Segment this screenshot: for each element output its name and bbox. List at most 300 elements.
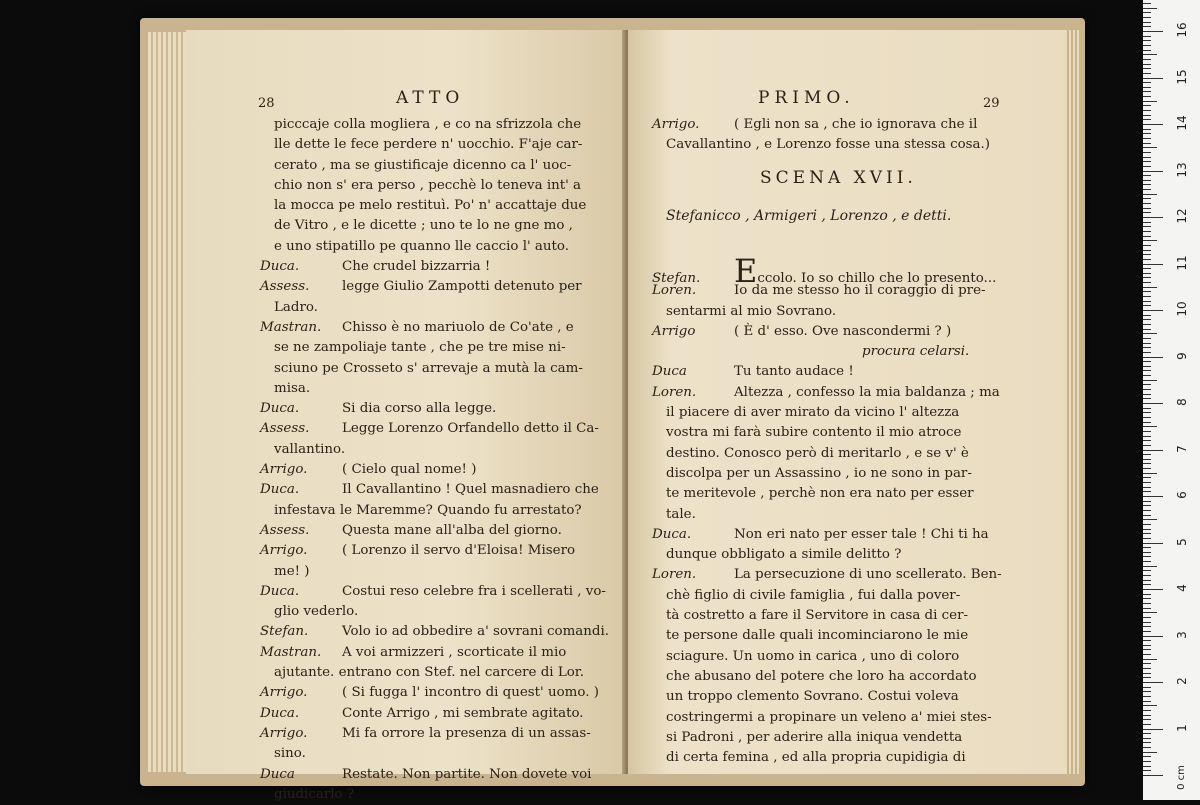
ruler-tick — [1143, 310, 1163, 311]
ruler-tick — [1143, 603, 1151, 604]
ruler-tick — [1143, 496, 1163, 497]
ruler-tick — [1143, 598, 1151, 599]
line-text: lle dette le fece perdere n' uocchio. F'aje car- — [274, 137, 583, 153]
text-line — [652, 403, 1002, 423]
text-line — [260, 785, 609, 805]
ruler-tick — [1143, 68, 1151, 69]
text-line — [260, 704, 609, 724]
ruler-tick — [1143, 417, 1151, 418]
ruler-tick — [1143, 640, 1151, 641]
ruler-tick — [1143, 742, 1151, 743]
line-text: Altezza , confesso la mia baldanza ; ma — [734, 384, 1000, 400]
ruler-tick — [1143, 91, 1151, 92]
line-text: ( Cielo qual nome! ) — [342, 462, 477, 478]
speaker-label: Assess. — [260, 279, 310, 295]
ruler-tick — [1143, 398, 1151, 399]
ruler-tick — [1143, 240, 1157, 241]
line-text: Volo io ad obbedire a' sovrani comandi. — [342, 624, 610, 640]
text-line — [652, 667, 1002, 687]
text-line — [260, 643, 609, 663]
ruler-tick — [1143, 673, 1151, 674]
ruler-tick — [1143, 115, 1151, 116]
line-text: ( Egli non sa , che io ignorava che il — [734, 117, 978, 132]
ruler-tick — [1143, 333, 1157, 334]
left-page — [186, 30, 626, 802]
speaker-label: Duca. — [260, 482, 300, 498]
ruler-tick — [1143, 552, 1151, 553]
text-line — [260, 460, 609, 480]
ruler-tick — [1143, 315, 1151, 316]
speaker-label: Arrigo. — [260, 725, 308, 741]
ruler-tick — [1143, 501, 1151, 502]
text-line — [652, 423, 1002, 443]
ruler-tick — [1143, 212, 1151, 213]
ruler-tick — [1143, 203, 1151, 204]
line-text: Ladro. — [274, 299, 318, 315]
ruler-tick — [1143, 766, 1151, 767]
text-line — [652, 444, 1002, 464]
right-page — [628, 30, 1065, 774]
page-number: 29 — [983, 96, 1000, 111]
speaker-label: Stefan. — [652, 271, 701, 286]
speaker-label: Duca. — [260, 401, 300, 417]
line-text: picccaje colla mogliera , e co na sfrizzola che — [274, 117, 582, 132]
text-line — [260, 135, 609, 155]
ruler-tick — [1143, 659, 1157, 660]
ruler-tick — [1143, 622, 1151, 623]
speaker-label: Loren. — [652, 283, 697, 299]
text-line — [652, 545, 1002, 565]
ruler-tick — [1143, 654, 1151, 655]
text-line — [260, 359, 609, 379]
page-number: 28 — [258, 96, 275, 111]
line-text: di certa femina , ed alla propria cupidigia di — [666, 750, 966, 766]
line-text: Che crudel bizzarria ! — [342, 259, 491, 275]
text-block — [652, 252, 1002, 768]
text-line — [652, 748, 1002, 768]
ruler-tick — [1143, 361, 1151, 362]
text-line — [652, 728, 1002, 748]
text-line — [652, 484, 1002, 504]
speaker-label: Duca. — [652, 526, 692, 542]
ruler-tick — [1143, 129, 1151, 130]
ruler-tick — [1143, 584, 1151, 585]
ruler-tick — [1143, 487, 1151, 488]
speaker-label: Arrigo. — [260, 685, 308, 701]
line-text: discolpa per un Assassino , io ne sono in par- — [666, 465, 972, 481]
ruler-tick — [1143, 324, 1151, 325]
text-line — [260, 277, 609, 297]
ruler-tick — [1143, 133, 1151, 134]
page-edges-left — [148, 32, 188, 772]
ruler-tick — [1143, 319, 1151, 320]
line-text: te persone dalle quali incominciarono le mie — [666, 628, 969, 644]
line-text: Legge Lorenzo Orfandello detto il Ca- — [342, 421, 599, 437]
text-block — [260, 115, 609, 805]
ruler-tick — [1143, 436, 1151, 437]
ruler-tick — [1143, 505, 1151, 506]
measuring-ruler — [1143, 0, 1200, 800]
line-text: se ne zampoliaje tante , che pe tre mise ni- — [274, 340, 566, 356]
speaker-label: Assess. — [260, 522, 310, 538]
ruler-number: 12 — [1175, 208, 1189, 224]
ruler-tick — [1143, 384, 1151, 385]
ruler-tick — [1143, 78, 1163, 79]
line-text: Si dia corso alla legge. — [342, 401, 497, 417]
ruler-tick — [1143, 454, 1151, 455]
ruler-tick — [1143, 259, 1151, 260]
ruler-tick — [1143, 208, 1151, 209]
ruler-tick — [1143, 282, 1151, 283]
ruler-number: 6 — [1175, 491, 1189, 499]
ruler-tick — [1143, 296, 1151, 297]
text-line — [652, 586, 1002, 606]
ruler-tick — [1143, 510, 1151, 511]
text-line — [652, 342, 1002, 362]
ruler-tick — [1143, 375, 1151, 376]
line-text: dunque obbligato a simile delitto ? — [666, 547, 902, 563]
line-text: Tu tanto audace ! — [734, 364, 854, 380]
ruler-tick — [1143, 31, 1163, 32]
page-edges-right — [1065, 30, 1079, 774]
line-text: misa. — [274, 380, 311, 396]
ruler-tick — [1143, 254, 1151, 255]
speaker-label: Arrigo. — [652, 117, 700, 132]
ruler-number: 14 — [1175, 115, 1189, 131]
ruler-tick — [1143, 268, 1151, 269]
line-text: A voi armizzeri , scorticate il mio — [342, 644, 567, 660]
ruler-tick — [1143, 747, 1151, 748]
line-text: Cavallantino , e Lorenzo fosse una stessa cosa.) — [666, 137, 991, 153]
ruler-tick — [1143, 231, 1151, 232]
ruler-tick — [1143, 705, 1157, 706]
speaker-label: Arrigo — [652, 323, 696, 339]
ruler-tick — [1143, 561, 1151, 562]
ruler-tick — [1143, 515, 1151, 516]
line-text: procura celarsi. — [862, 344, 970, 360]
line-text: Il Cavallantino ! Quel masnadiero che — [342, 482, 599, 498]
line-text: e uno stipatillo pe quanno lle caccio l' auto. — [274, 238, 570, 254]
ruler-number: 8 — [1175, 398, 1189, 406]
ruler-tick — [1143, 54, 1157, 55]
ruler-tick — [1143, 631, 1151, 632]
ruler-number: 7 — [1175, 444, 1189, 453]
ruler-tick — [1143, 366, 1151, 367]
ruler-tick — [1143, 12, 1151, 13]
ruler-tick — [1143, 245, 1151, 246]
text-line — [260, 379, 609, 399]
text-line — [260, 521, 609, 541]
ruler-tick — [1143, 22, 1151, 23]
text-line — [652, 322, 1002, 342]
ruler-tick — [1143, 329, 1151, 330]
text-line — [652, 565, 1002, 585]
ruler-tick — [1143, 580, 1151, 581]
text-line — [652, 525, 1002, 545]
ruler-tick — [1143, 566, 1157, 567]
drop-cap: E — [734, 252, 758, 290]
ruler-tick — [1143, 147, 1157, 148]
ruler-tick — [1143, 40, 1151, 41]
ruler-tick — [1143, 412, 1151, 413]
ruler-tick — [1143, 101, 1157, 102]
ruler-tick — [1143, 445, 1151, 446]
text-line — [260, 115, 609, 135]
ruler-tick — [1143, 343, 1151, 344]
ruler-tick — [1143, 533, 1151, 534]
text-line — [260, 744, 609, 764]
ruler-tick — [1143, 468, 1151, 469]
speaker-label: Duca. — [260, 705, 300, 721]
ruler-tick — [1143, 291, 1151, 292]
ruler-tick — [1143, 701, 1151, 702]
ruler-tick — [1143, 236, 1151, 237]
speaker-label: Loren. — [652, 567, 697, 583]
ruler-tick — [1143, 459, 1151, 460]
speaker-label: Loren. — [652, 384, 697, 400]
ruler-tick — [1143, 403, 1163, 404]
text-line — [260, 480, 609, 500]
line-text: vostra mi farà subire contento il mio atroce — [666, 425, 962, 441]
ruler-tick — [1143, 733, 1151, 734]
ruler-tick — [1143, 119, 1151, 120]
ruler-tick — [1143, 273, 1151, 274]
speaker-label: Duca — [260, 766, 295, 782]
ruler-tick — [1143, 184, 1151, 185]
line-text: tà costretto a fare il Servitore in casa di cer- — [666, 608, 969, 624]
ruler-tick — [1143, 171, 1163, 172]
text-line — [260, 237, 609, 257]
ruler-number: 16 — [1175, 22, 1189, 38]
line-text: Restate. Non partite. Non dovete voi — [342, 766, 592, 782]
line-text: sciagure. Un uomo in carica , uno di coloro — [666, 648, 960, 664]
ruler-tick — [1143, 389, 1151, 390]
ruler-tick — [1143, 50, 1151, 51]
line-text: Non eri nato per esser tale ! Chi ti ha — [734, 526, 989, 542]
ruler-tick — [1143, 3, 1151, 4]
text-line — [260, 582, 609, 602]
line-text: cerato , ma se giustificaje dicenno ca l' uoc- — [274, 157, 572, 173]
ruler-tick — [1143, 152, 1151, 153]
text-line — [260, 562, 609, 582]
ruler-tick — [1143, 719, 1151, 720]
ruler-tick — [1143, 138, 1151, 139]
ruler-tick — [1143, 175, 1151, 176]
line-text: Costui reso celebre fra i scellerati , vo- — [342, 583, 606, 599]
ruler-number: 15 — [1175, 68, 1189, 85]
ruler-tick — [1143, 380, 1157, 381]
ruler-tick — [1143, 431, 1151, 432]
text-line — [260, 541, 609, 561]
ruler-tick — [1143, 287, 1157, 288]
text-line — [260, 724, 609, 744]
text-line — [260, 419, 609, 439]
ruler-tick — [1143, 729, 1163, 730]
ruler-tick — [1143, 724, 1151, 725]
ruler-tick — [1143, 408, 1151, 409]
speaker-label: Duca. — [260, 583, 300, 599]
ruler-tick — [1143, 547, 1151, 548]
ruler-number: 3 — [1175, 630, 1189, 639]
line-text: Conte Arrigo , mi sembrate agitato. — [342, 705, 584, 721]
line-text: Mi fa orrore la presenza di un assas- — [342, 725, 591, 741]
ruler-tick — [1143, 17, 1151, 18]
ruler-tick — [1143, 36, 1151, 37]
text-line — [260, 602, 609, 622]
ruler-tick — [1143, 491, 1151, 492]
ruler-tick — [1143, 589, 1163, 590]
ruler-tick — [1143, 691, 1151, 692]
line-text: glio vederlo. — [274, 604, 359, 620]
scene-title: SCENA XVII. — [760, 168, 917, 188]
text-line — [652, 362, 1002, 382]
ruler-tick — [1143, 82, 1151, 83]
ruler-tick — [1143, 543, 1163, 544]
text-line — [652, 281, 1002, 301]
ruler-tick — [1143, 450, 1163, 451]
line-text: costringermi a propinare un veleno a' miei stes- — [666, 709, 992, 725]
speaker-label: Arrigo. — [260, 543, 308, 559]
ruler-unit: 0 cm — [1175, 765, 1187, 790]
text-line — [260, 338, 609, 358]
line-text: de Vitro , e le dicette ; uno te lo ne gne mo , — [274, 218, 573, 234]
ruler-number: 13 — [1175, 161, 1189, 178]
ruler-tick — [1143, 677, 1151, 678]
running-header: PRIMO. — [758, 88, 855, 108]
ruler-tick — [1143, 189, 1151, 190]
line-text: sino. — [274, 746, 306, 762]
ruler-tick — [1143, 738, 1151, 739]
ruler-tick — [1143, 394, 1151, 395]
ruler-tick — [1143, 440, 1151, 441]
line-text: chio non s' era perso , pecchè lo teneva int' a — [274, 177, 582, 193]
ruler-tick — [1143, 752, 1157, 753]
ruler-tick — [1143, 519, 1157, 520]
speaker-label: Duca. — [260, 259, 300, 275]
text-line — [260, 298, 609, 318]
text-line — [260, 196, 609, 216]
line-text: sciuno pe Crosseto s' arrevaje a mutà la cam- — [274, 360, 583, 376]
line-text: La persecuzione di uno scellerato. Ben- — [734, 567, 1002, 583]
ruler-tick — [1143, 668, 1151, 669]
ruler-tick — [1143, 538, 1151, 539]
speaker-label: Assess. — [260, 421, 310, 437]
ruler-tick — [1143, 608, 1151, 609]
ruler-tick — [1143, 556, 1151, 557]
ruler-tick — [1143, 45, 1151, 46]
ruler-tick — [1143, 143, 1151, 144]
line-text: tale. — [666, 506, 696, 522]
line-text: giudicarlo ? — [274, 786, 354, 802]
line-text: si Padroni , per aderire alla iniqua vendetta — [666, 729, 963, 745]
ruler-tick — [1143, 696, 1151, 697]
ruler-tick — [1143, 626, 1151, 627]
line-text: che abusano del potere che loro ha accordato — [666, 668, 977, 684]
ruler-tick — [1143, 370, 1151, 371]
text-line — [260, 257, 609, 277]
ruler-tick — [1143, 775, 1163, 776]
ruler-tick — [1143, 473, 1157, 474]
ruler-tick — [1143, 105, 1151, 106]
ruler-tick — [1143, 110, 1151, 111]
text-line — [652, 464, 1002, 484]
text-line — [260, 216, 609, 236]
ruler-tick — [1143, 636, 1163, 637]
speaker-label: Arrigo. — [260, 462, 308, 478]
speaker-label: Mastran. — [260, 644, 322, 660]
line-text: ( È d' esso. Ove nascondermi ? ) — [734, 323, 952, 339]
text-line — [652, 115, 990, 135]
ruler-tick — [1143, 594, 1151, 595]
line-text: la mocca pe melo restituì. Po' n' accattaje due — [274, 198, 587, 214]
ruler-tick — [1143, 617, 1151, 618]
ruler-tick — [1143, 645, 1151, 646]
ruler-tick — [1143, 73, 1151, 74]
line-text: legge Giulio Zampotti detenuto per — [342, 279, 582, 295]
line-text: vallantino. — [274, 441, 346, 457]
text-line — [652, 626, 1002, 646]
ruler-number: 9 — [1175, 351, 1189, 360]
ruler-tick — [1143, 301, 1151, 302]
speaker-label: Duca — [652, 364, 687, 380]
ruler-tick — [1143, 352, 1151, 353]
ruler-tick — [1143, 529, 1151, 530]
ruler-tick — [1143, 64, 1151, 65]
text-line — [652, 687, 1002, 707]
line-text: destino. Conosco però di meritarlo , e se v' è — [666, 445, 969, 461]
ruler-tick — [1143, 770, 1151, 771]
text-line — [652, 505, 1002, 525]
text-line — [260, 622, 609, 642]
ruler-number: 11 — [1175, 254, 1189, 271]
ruler-tick — [1143, 347, 1151, 348]
line-text: chè figlio di civile famiglia , fui dalla pover- — [666, 587, 961, 603]
text-line — [652, 606, 1002, 626]
text-line — [652, 302, 1002, 322]
ruler-tick — [1143, 612, 1157, 613]
ruler-tick — [1143, 26, 1151, 27]
text-line — [260, 176, 609, 196]
ruler-tick — [1143, 305, 1151, 306]
ruler-tick — [1143, 482, 1151, 483]
ruler-tick — [1143, 217, 1163, 218]
ruler-tick — [1143, 463, 1151, 464]
line-text: ( Lorenzo il servo d'Eloisa! Misero — [342, 543, 576, 559]
ruler-tick — [1143, 649, 1151, 650]
ruler-number: 4 — [1175, 584, 1189, 592]
ruler-tick — [1143, 524, 1151, 525]
ruler-tick — [1143, 756, 1151, 757]
line-text: Chisso è no mariuolo de Co'ate , e — [342, 319, 574, 335]
text-line — [652, 135, 990, 155]
line-text: infestava le Maremme? Quando fu arrestato? — [274, 502, 582, 518]
text-line — [260, 683, 609, 703]
scene-characters: Stefanicco , Armigeri , Lorenzo , e detti. — [666, 208, 952, 224]
ruler-tick — [1143, 687, 1151, 688]
ruler-tick — [1143, 277, 1151, 278]
text-line — [260, 501, 609, 521]
ruler-tick — [1143, 663, 1151, 664]
ruler-tick — [1143, 198, 1151, 199]
line-text: Questa mane all'alba del giorno. — [342, 522, 562, 538]
ruler-number: 5 — [1175, 537, 1189, 546]
ruler-tick — [1143, 8, 1157, 9]
ruler-tick — [1143, 682, 1163, 683]
ruler-tick — [1143, 59, 1151, 60]
ruler-tick — [1143, 194, 1157, 195]
text-line — [260, 156, 609, 176]
line-text: te meritevole , perchè non era nato per esser — [666, 486, 974, 502]
